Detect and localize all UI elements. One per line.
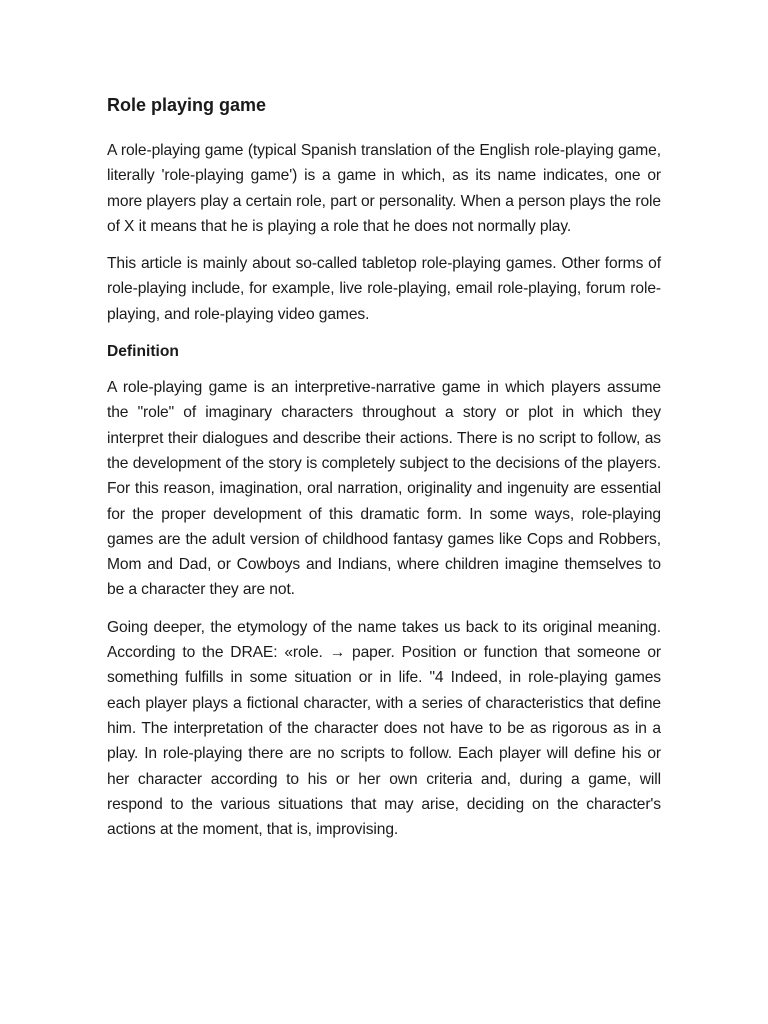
document-title: Role playing game bbox=[107, 95, 267, 115]
definition-paragraph: A role-playing game is an interpretive-narrative game in which players assume the "role" of imaginary characters throughout a story or plot in which they interpret their dialogues and describe their actions. There is no script to follow, as the development of the story is completely subject to the decisions of the players. For this reason, imagination, oral narration, originality and ingenuity are essential for the proper development of this dramatic form. In some ways, role-playing games are the adult version of childhood fantasy games like Cops and Robbers, Mom and Dad, or Cowboys and Indians, where children imagine themselves to be a character they are not. bbox=[107, 379, 661, 599]
intro-paragraph: A role-playing game (typical Spanish translation of the English role-playing game, literally 'role-playing game') is a game in which, as its name indicates, one or more players play a certain role, part or personality. When a person plays the role of X it means that he is playing a role that he does not normally play. bbox=[107, 142, 661, 235]
document-page bbox=[107, 92, 661, 854]
intro-paragraph: This article is mainly about so-called tabletop role-playing games. Other forms of role-playing include, for example, live role-playing, email role-playing, forum role-playing, and role-playing video games. bbox=[107, 255, 661, 323]
definition-paragraph: Going deeper, the etymology of the name takes us back to its original meaning. According to the DRAE: «role. → paper. Position or function that someone or something fulfills in some situation or in life. "4 Indeed, in role-playing games each player plays a fictional character, with a series of characteristics that define him. The interpretation of the character does not have to be as rigorous as in a play. In role-playing there are no scripts to follow. Each player will define his or her character according to his or her own criteria and, during a game, will respond to the various situations that may arise, deciding on the character's actions at the moment, that is, improvising. bbox=[107, 618, 661, 839]
section-heading-definition: Definition bbox=[107, 343, 179, 361]
